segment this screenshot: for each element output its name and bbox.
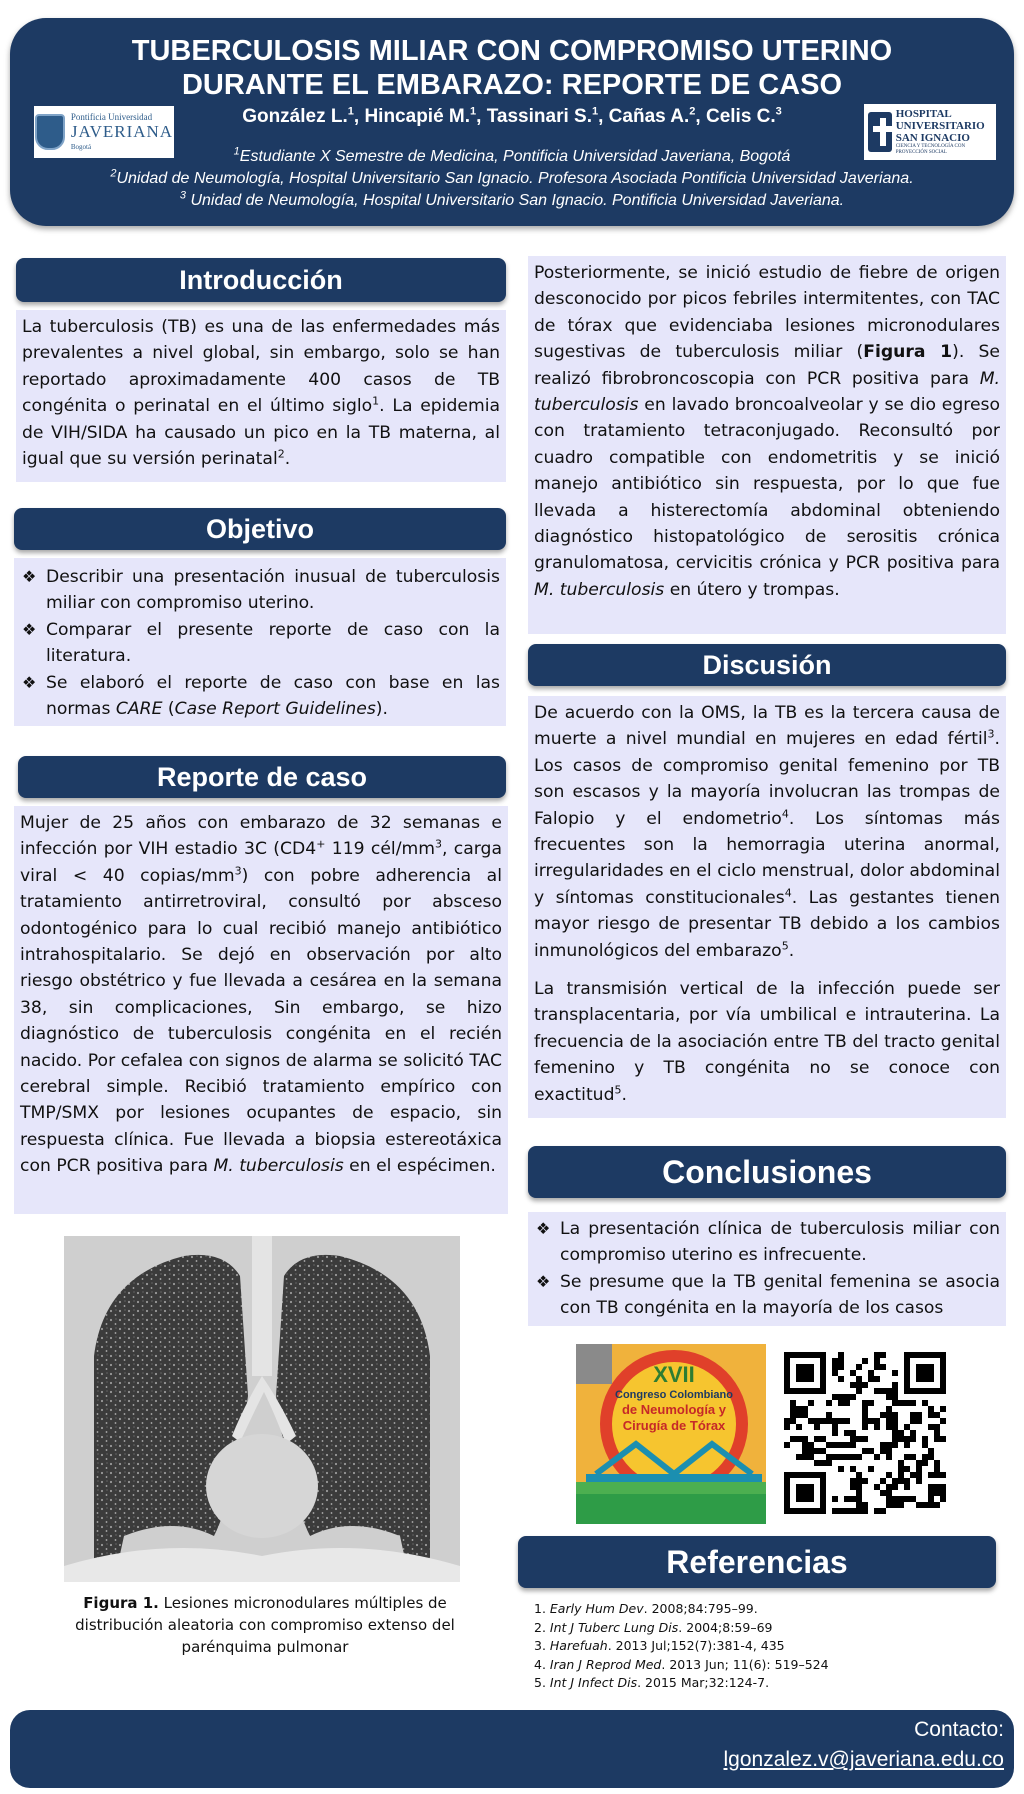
author: Cañas A.$^2$ (608, 105, 696, 127)
reporte-box (14, 806, 508, 1214)
section-title-discusion: Discusión (528, 644, 1006, 686)
author: González L.$^1$ (242, 105, 354, 127)
congreso-illustration (576, 1344, 766, 1524)
qr-code-icon (784, 1352, 946, 1514)
diamond-bullet-icon: ❖ (22, 567, 37, 586)
section-title-conclusiones: Conclusiones (528, 1146, 1006, 1198)
diamond-bullet-icon: ❖ (536, 1219, 551, 1238)
section-title-introduccion: Introducción (16, 258, 506, 302)
poster-header (10, 18, 1014, 226)
conclusiones-list (534, 1216, 1000, 1322)
list-item: ❖ La presentación clínica de tuberculosis miliar con compromiso uterino es infrecuente. (534, 1216, 1000, 1269)
introduccion-text: La tuberculosis (TB) es una de las enfermedades más prevalentes a nivel global, sin embargo, solo se han reportado aproximadamente 400 casos de TB congénita o perinatal en el último siglo$^1$. La epidemia de VIH/SIDA ha causado un pico en la TB materna, al igual que su versión perinatal$^2$. (22, 317, 500, 470)
congreso-line: de Neumología y (621, 1402, 727, 1417)
author-list: González L.$^1$, Hincapié M.$^1$, Tassinari S.$^1$, Cañas A.$^2$, Celis C.$^3$ (242, 105, 782, 127)
affiliation: $^1$Estudiante X Semestre de Medicina, Pontificia Universidad Javeriana, Bogotá (233, 145, 791, 165)
reporte-continuacion-text: Posteriormente, se inició estudio de fiebre de origen desconocido por picos febriles intermitentes, con TAC de tórax que evidenciaba lesiones micronodulares sugestivas de tuberculosis miliar (Figura 1). Se realizó fibrobroncoscopia con PCR positiva para M. tuberculosis en lavado broncoalveolar y se dio egreso con tratamiento tetraconjugado. Reconsultó por cuadro compatible con endometritis y se inició manejo antibiótico sin respuesta, por lo que fue llevada a histerectomía abdominal obteniendo diagnóstico histopatológico de serositis crónica granulomatosa, cervicitis crónica y PCR positiva para M. tuberculosis en útero y trompas. (534, 263, 1000, 600)
author: Hincapié M.$^1$ (364, 105, 477, 127)
references-list (534, 1600, 974, 1693)
reference-item: 3. Harefuah. 2013 Jul;152(7):381-4, 435 (534, 1638, 785, 1653)
affiliation: $^3$ Unidad de Neumología, Hospital Universitario San Ignacio. Pontificia Universidad Javeriana. (179, 189, 845, 209)
javeriana-logo: Pontificia Universidad JAVERIANA Bogotá (34, 106, 174, 158)
figure-caption: Figura 1. Lesiones micronodulares múltiples de distribución aleatoria con compromiso extenso del parénquima pulmonar (75, 1594, 455, 1656)
contact-footer (10, 1710, 1014, 1788)
reference-item: 5. Int J Infect Dis. 2015 Mar;32:124-7. (534, 1675, 770, 1690)
reporte-continuacion-box (528, 256, 1006, 634)
section-title-objetivo: Objetivo (14, 508, 506, 550)
title-line-1: TUBERCULOSIS MILIAR CON COMPROMISO UTERINO (131, 35, 893, 67)
objetivo-box (14, 558, 506, 726)
diamond-bullet-icon: ❖ (22, 672, 37, 692)
author: Tassinari S.$^1$ (486, 105, 599, 127)
section-title-referencias: Referencias (518, 1536, 996, 1588)
title-line-2: DURANTE EL EMBARAZO: REPORTE DE CASO (181, 69, 843, 101)
list-item: ❖ Se presume que la TB genital femenina se asocia con TB congénita en la mayoría de los casos (534, 1269, 1000, 1322)
congreso-logo (576, 1344, 766, 1524)
ct-thorax-image (64, 1236, 460, 1582)
diamond-bullet-icon: ❖ (22, 619, 37, 639)
cross-icon (868, 112, 892, 152)
crest-icon (35, 114, 65, 150)
reporte-text: Mujer de 25 años con embarazo de 32 semanas e infección por VIH estadio 3C (CD4+ 119 cél/$mm^3$, carga viral < 40 copias/$mm^3$) con pobre adherencia al tratamiento antirretroviral, consultó por absceso odontogénico para lo cual recibió manejo antibiótico intrahospitalario. Se dejó en observación por alto riesgo obstétrico y fue llevada a cesárea en la semana 38, sin complicaciones, Sin embargo, se hizo diagnóstico de tuberculosis congénita en el recién nacido. Por cefalea con signos de alarma se solicitó TAC cerebral simple. Recibió tratamiento empírico con TMP/SMX por lesiones ocupantes de espacio, sin respuesta clínica. Fue llevada a biopsia estereotáxica con PCR positiva para M. tuberculosis en el espécimen. (20, 813, 502, 1177)
contact-label: Contacto: (914, 1718, 1004, 1741)
contact-email-link[interactable]: lgonzalez.v@javeriana.edu.co (723, 1748, 1004, 1771)
introduccion-box (16, 310, 506, 482)
lung-ct-illustration (64, 1236, 460, 1582)
discusion-paragraph-2: La transmisión vertical de la infección puede ser transplacentaria, por vía umbilical e intrauterina. La frecuencia de la asociación entre TB del tracto genital femenino y TB congénita no se conoce con exactitud$^5$. (534, 979, 1000, 1105)
hospital-san-ignacio-logo: HOSPITAL UNIVERSITARIO SAN IGNACIO CIENCIA Y TECNOLOGÍA CON PROYECCIÓN SOCIAL (864, 104, 996, 160)
conclusiones-box (528, 1212, 1006, 1326)
list-item: ❖ Comparar el presente reporte de caso con la literatura. (20, 617, 500, 670)
discusion-paragraph-1: De acuerdo con la OMS, la TB es la tercera causa de muerte a nivel mundial en mujeres en edad fértil$^3$. Los casos de compromiso genital femenino por TB son escasos y la mayoría involucran las trompas de Falopio y el endometrio$^4$. Los síntomas más frecuentes son la hemorragia uterina anormal, irregularidades en el ciclo menstrual, dolor abdominal y síntomas constitucionales$^4$. Las gestantes tienen mayor riesgo de presentar TB debido a los cambios inmunológicos del embarazo$^5$. (534, 703, 1000, 961)
reference-item: 1. Early Hum Dev. 2008;84:795–99. (534, 1601, 758, 1616)
affiliations (50, 146, 974, 212)
section-title-reporte: Reporte de caso (18, 756, 506, 798)
affiliation: $^2$Unidad de Neumología, Hospital Universitario San Ignacio. Profesora Asociada Pontificia Universidad Javeriana. (110, 167, 914, 187)
list-item: ❖ Describir una presentación inusual de tuberculosis miliar con compromiso uterino. (20, 564, 500, 617)
diamond-bullet-icon: ❖ (536, 1271, 551, 1291)
reference-item: 2. Int J Tuberc Lung Dis. 2004;8:59–69 (534, 1619, 773, 1635)
objetivo-list (20, 564, 500, 722)
poster-title (130, 34, 894, 102)
list-item: ❖ Se elaboró el reporte de caso con base en las normas CARE (Case Report Guidelines). (20, 670, 500, 723)
discusion-box (528, 696, 1006, 1118)
congreso-line: Congreso Colombiano (615, 1389, 733, 1401)
congreso-line: Cirugía de Tórax (622, 1418, 726, 1433)
qr-code[interactable] (784, 1352, 946, 1514)
congreso-edition: XVII (653, 1362, 695, 1387)
author: Celis C.$^3$ (705, 105, 782, 127)
reference-item: 4. Iran J Reprod Med. 2013 Jun; 11(6): 519–524 (534, 1656, 829, 1672)
